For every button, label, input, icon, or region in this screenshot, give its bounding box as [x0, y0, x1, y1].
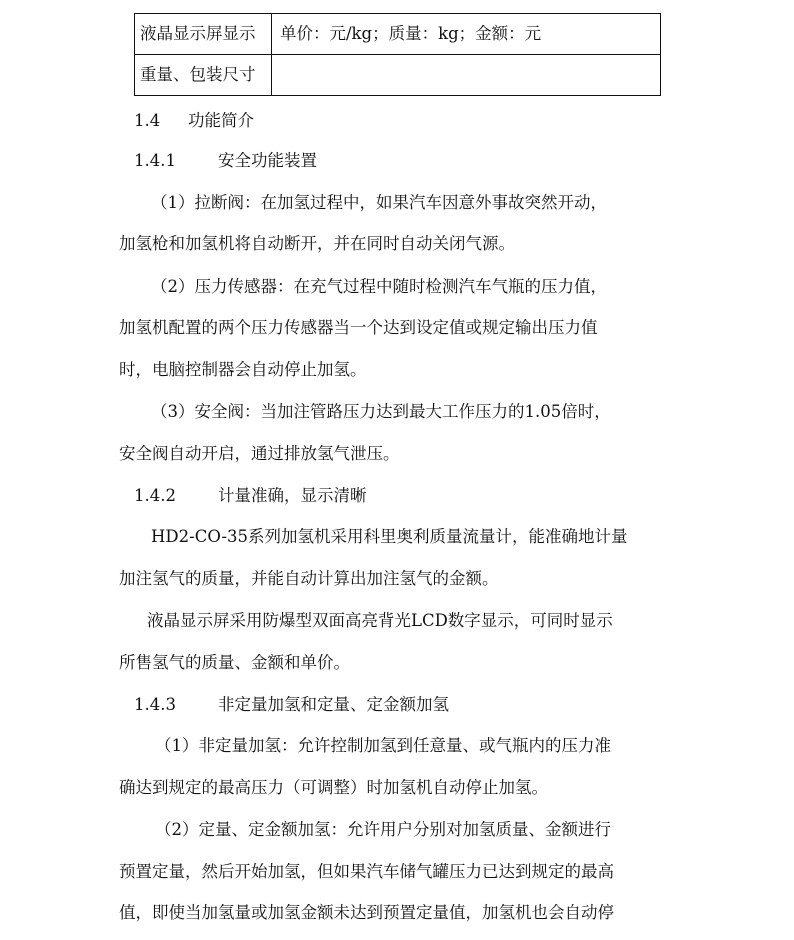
paragraph-line: （2）压力传感器：在充气过程中随时检测汽车气瓶的压力值， [151, 277, 607, 296]
section-title: 功能简介 [188, 111, 254, 130]
paragraph-line: HD2-CO-35系列加氢机采用科里奥利质量流量计，能准确地计量 [151, 527, 628, 546]
paragraph-line: （1）拉断阀：在加氢过程中，如果汽车因意外事故突然开动， [151, 193, 607, 212]
paragraph-line: （2）定量、定金额加氢：允许用户分别对加氢质量、金额进行 [155, 820, 611, 839]
table-row [135, 14, 661, 55]
table-row [135, 55, 661, 96]
section-heading-1-4-1 [134, 153, 317, 170]
section-number: 1.4.3 [134, 695, 176, 714]
section-number: 1.4 [134, 111, 161, 130]
section-number: 1.4.2 [134, 486, 176, 505]
section-heading-1-4 [134, 113, 254, 130]
paragraph-line: 安全阀自动开启，通过排放氢气泄压。 [119, 444, 400, 463]
paragraph-line: 加注氢气的质量，并能自动计算出加注氢气的金额。 [119, 569, 499, 588]
section-number: 1.4.1 [134, 151, 176, 170]
table-cell-value [272, 55, 661, 96]
section-title: 安全功能装置 [218, 151, 317, 170]
table-cell-label: 液晶显示屏显示 [135, 14, 272, 55]
table-cell-value: 单价：元/kg；质量：kg；金额：元 [272, 14, 661, 55]
paragraph-line: 液晶显示屏采用防爆型双面高亮背光LCD数字显示，可同时显示 [147, 611, 613, 630]
spec-table [134, 13, 661, 96]
paragraph-line: 加氢枪和加氢机将自动断开，并在同时自动关闭气源。 [119, 234, 515, 253]
section-heading-1-4-2 [134, 488, 367, 505]
section-title: 非定量加氢和定量、定金额加氢 [218, 695, 449, 714]
section-heading-1-4-3 [134, 697, 449, 714]
paragraph-line: 所售氢气的质量、金额和单价。 [119, 653, 350, 672]
paragraph-line: 加氢机配置的两个压力传感器当一个达到设定值或规定输出压力值 [119, 318, 598, 337]
paragraph-line: （3）安全阀：当加注管路压力达到最大工作压力的1.05倍时， [151, 402, 611, 421]
section-title: 计量准确，显示清晰 [218, 486, 367, 505]
table-cell-label: 重量、包装尺寸 [135, 55, 272, 96]
paragraph-line: 值，即使当加氢量或加氢金额未达到预置定量值，加氢机也会自动停 [119, 903, 614, 922]
paragraph-line: 时，电脑控制器会自动停止加氢。 [119, 360, 367, 379]
paragraph-line: 预置定量，然后开始加氢，但如果汽车储气罐压力已达到规定的最高 [119, 862, 614, 881]
paragraph-line: 确达到规定的最高压力（可调整）时加氢机自动停止加氢。 [119, 778, 548, 797]
paragraph-line: （1）非定量加氢：允许控制加氢到任意量、或气瓶内的压力准 [155, 736, 611, 755]
